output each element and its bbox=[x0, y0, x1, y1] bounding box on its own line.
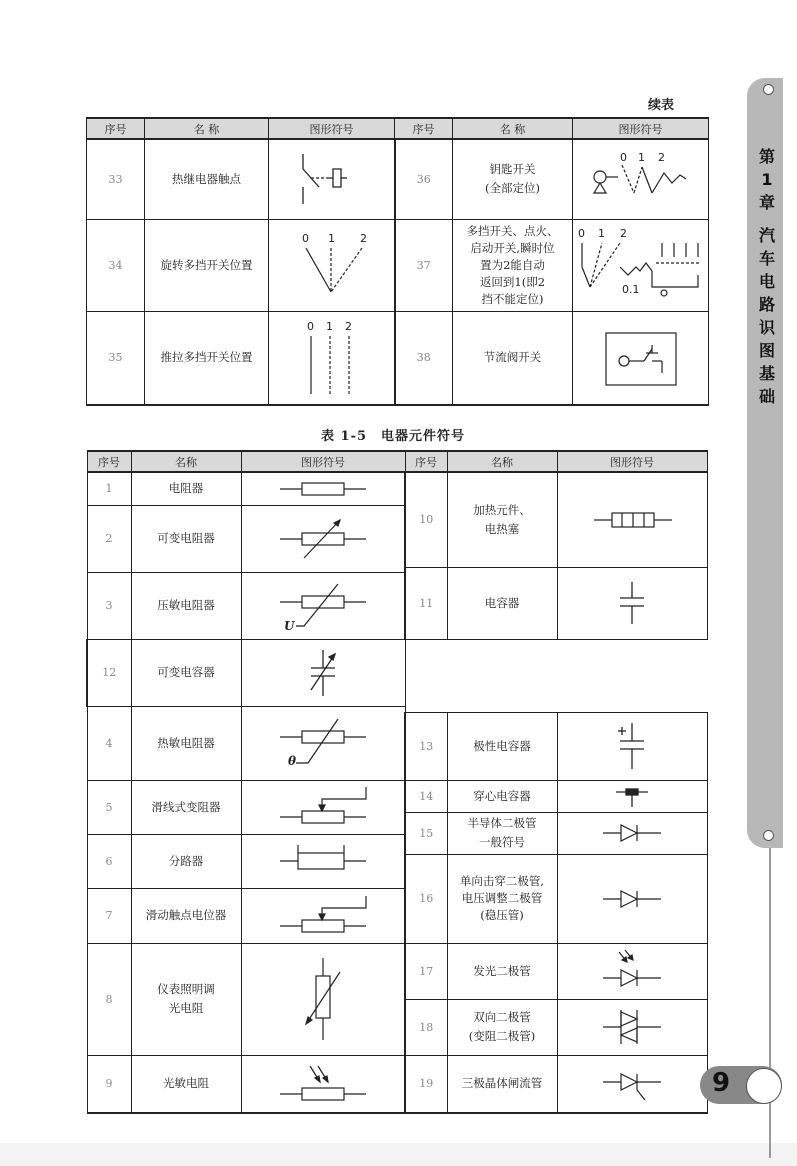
row-number: 10 bbox=[405, 472, 447, 567]
symbol-cell bbox=[241, 505, 405, 572]
thermal-relay-contact-icon bbox=[291, 149, 371, 209]
symbol-table-continued bbox=[86, 117, 709, 406]
row-number: 17 bbox=[405, 943, 447, 999]
header-symbol: 图形符号 bbox=[573, 118, 709, 139]
feedthrough-capacitor-icon bbox=[610, 783, 654, 809]
symbol-cell bbox=[557, 854, 707, 943]
header-no: 序号 bbox=[87, 118, 145, 139]
header-name: 名 称 bbox=[145, 118, 269, 139]
shunt-icon bbox=[268, 841, 378, 881]
row-number: 7 bbox=[87, 888, 131, 943]
table-row bbox=[87, 639, 707, 706]
header-symbol: 图形符号 bbox=[269, 118, 395, 139]
row-name-line: 挡不能定位) bbox=[481, 291, 544, 306]
symbol-cell bbox=[557, 999, 707, 1055]
table-row bbox=[87, 139, 709, 219]
row-number: 1 bbox=[87, 472, 131, 505]
symbol-cell bbox=[557, 472, 707, 567]
pos-label: 0 bbox=[577, 227, 585, 240]
chapter-char: 1 bbox=[761, 170, 773, 189]
variable-capacitor-icon bbox=[301, 646, 345, 700]
row-name: 极性电容器 bbox=[447, 712, 557, 780]
row-name-line: 多挡开关、点火、 bbox=[466, 223, 559, 238]
row-number: 35 bbox=[87, 311, 145, 405]
symbol-cell bbox=[557, 780, 707, 812]
header-symbol: 图形符号 bbox=[557, 451, 707, 472]
polarized-capacitor-icon bbox=[610, 719, 654, 773]
header-no: 序号 bbox=[395, 118, 453, 139]
push-pull-switch-position-icon bbox=[291, 318, 371, 398]
row-number: 33 bbox=[87, 139, 145, 219]
row-name: 三极晶体闸流管 bbox=[447, 1055, 557, 1113]
symbol-cell bbox=[557, 567, 707, 639]
table-row bbox=[87, 472, 707, 505]
tab-hole-top bbox=[763, 84, 774, 95]
pos-label: 1 bbox=[326, 319, 334, 333]
symbol-label: U bbox=[283, 618, 295, 633]
row-number: 12 bbox=[87, 639, 131, 706]
header-no: 序号 bbox=[405, 451, 447, 472]
row-name: 节流阀开关 bbox=[453, 311, 573, 405]
thermistor-icon bbox=[268, 715, 378, 771]
row-name-line: 返回到1(即2 bbox=[479, 274, 546, 289]
key-switch-icon bbox=[586, 149, 696, 209]
symbol-cell bbox=[241, 572, 405, 639]
row-name bbox=[447, 812, 557, 854]
chapter-char: 第 bbox=[758, 147, 775, 166]
row-name: 分路器 bbox=[131, 834, 241, 888]
thyristor-icon bbox=[597, 1066, 667, 1102]
row-number: 19 bbox=[405, 1055, 447, 1113]
pos-label: 2 bbox=[360, 232, 368, 245]
page-number-circle bbox=[746, 1068, 782, 1104]
row-name-line: 仪表照明调 bbox=[157, 982, 215, 996]
chapter-char: 基 bbox=[758, 364, 775, 383]
pos-label: 2 bbox=[345, 319, 353, 333]
row-name-line: 电热塞 bbox=[484, 521, 520, 536]
header-no: 序号 bbox=[87, 451, 131, 472]
resistor-icon bbox=[268, 479, 378, 499]
symbol-cell bbox=[241, 472, 405, 505]
table-row bbox=[87, 943, 707, 999]
chapter-char: 路 bbox=[758, 295, 775, 314]
symbol-cell bbox=[241, 943, 405, 1055]
row-name-line: 启动开关,瞬时位 bbox=[470, 240, 555, 255]
table-row bbox=[87, 311, 709, 405]
page-bottom-band bbox=[0, 1143, 797, 1166]
pos-label: 0 bbox=[307, 319, 315, 333]
symbol-cell bbox=[269, 139, 395, 219]
continued-label: 续表 bbox=[648, 98, 675, 113]
slide-wire-rheostat-icon bbox=[268, 785, 378, 829]
row-name-line: 半导体二极管 bbox=[467, 816, 537, 830]
row-name: 电容器 bbox=[447, 567, 557, 639]
row-name-line: 一般符号 bbox=[479, 835, 525, 849]
symbol-cell bbox=[557, 943, 707, 999]
row-name: 穿心电容器 bbox=[447, 780, 557, 812]
row-number: 37 bbox=[395, 219, 453, 311]
pos-label: 1 bbox=[637, 151, 645, 165]
row-name bbox=[453, 219, 573, 311]
row-name-line: 电压调整二极管 bbox=[461, 891, 543, 905]
header-name: 名称 bbox=[447, 451, 557, 472]
row-number: 3 bbox=[87, 572, 131, 639]
symbol-cell bbox=[557, 1055, 707, 1113]
header-symbol: 图形符号 bbox=[241, 451, 405, 472]
chapter-title-vertical bbox=[754, 145, 780, 408]
light-emitting-diode-icon bbox=[597, 948, 667, 994]
symbol-cell bbox=[241, 780, 405, 834]
row-name: 热敏电阻器 bbox=[131, 706, 241, 780]
row-name-line: 加热元件、 bbox=[473, 502, 531, 517]
row-name: 压敏电阻器 bbox=[131, 572, 241, 639]
row-name: 可变电容器 bbox=[131, 639, 241, 706]
chapter-char: 识 bbox=[758, 318, 775, 337]
table-row bbox=[87, 780, 707, 812]
tab-hole-bottom bbox=[763, 830, 774, 841]
chapter-char: 章 bbox=[758, 193, 775, 212]
row-number: 36 bbox=[395, 139, 453, 219]
row-name-line: 单向击穿二极管, bbox=[459, 874, 545, 888]
symbol-cell bbox=[573, 311, 709, 405]
chapter-char: 图 bbox=[758, 341, 775, 360]
row-number: 8 bbox=[87, 943, 131, 1055]
pos-label: 0 bbox=[302, 232, 310, 245]
row-number: 2 bbox=[87, 505, 131, 572]
row-number: 15 bbox=[405, 812, 447, 854]
row-name bbox=[447, 472, 557, 567]
symbol-cell bbox=[557, 712, 707, 780]
row-number: 14 bbox=[405, 780, 447, 812]
sliding-contact-potentiometer-icon bbox=[268, 894, 378, 938]
pos-label: 2 bbox=[657, 151, 665, 165]
diode-icon bbox=[597, 820, 667, 846]
variable-resistor-icon bbox=[268, 514, 378, 564]
row-name-line: 双向二极管 bbox=[473, 1010, 531, 1024]
rotary-switch-position-icon bbox=[286, 230, 376, 300]
bidirectional-diode-icon bbox=[597, 1006, 667, 1048]
table-row bbox=[87, 1055, 707, 1113]
chapter-char: 础 bbox=[758, 387, 775, 406]
row-number: 5 bbox=[87, 780, 131, 834]
row-name: 热继电器触点 bbox=[145, 139, 269, 219]
row-name bbox=[131, 943, 241, 1055]
pos-label: 0 bbox=[619, 151, 627, 165]
row-name-line: 钥匙开关 bbox=[489, 162, 536, 177]
photoresistor-icon bbox=[268, 1062, 378, 1106]
row-name bbox=[453, 139, 573, 219]
side-divider-line bbox=[769, 848, 771, 1158]
row-name: 可变电阻器 bbox=[131, 505, 241, 572]
throttle-valve-switch-icon bbox=[596, 323, 686, 393]
symbol-cell bbox=[573, 139, 709, 219]
varistor-icon bbox=[268, 578, 378, 634]
row-number: 38 bbox=[395, 311, 453, 405]
chapter-char: 车 bbox=[758, 249, 775, 268]
heating-element-icon bbox=[582, 508, 682, 532]
row-name: 滑动触点电位器 bbox=[131, 888, 241, 943]
row-name-line: (全部定位) bbox=[485, 181, 540, 196]
table-title: 表 1-5 电器元件符号 bbox=[321, 429, 466, 444]
row-name bbox=[447, 999, 557, 1055]
symbol-cell bbox=[241, 639, 405, 706]
row-name: 推拉多挡开关位置 bbox=[145, 311, 269, 405]
table-header-row bbox=[87, 451, 707, 472]
row-number: 4 bbox=[87, 706, 131, 780]
row-name: 发光二极管 bbox=[447, 943, 557, 999]
symbol-cell bbox=[557, 812, 707, 854]
pos-label: 2 bbox=[619, 227, 627, 240]
row-name-line: 光电阻 bbox=[168, 1001, 204, 1015]
pos-label: 0.1 bbox=[621, 283, 639, 296]
row-name-line: (变阻二极管) bbox=[468, 1029, 536, 1043]
row-number: 13 bbox=[405, 712, 447, 780]
row-number: 11 bbox=[405, 567, 447, 639]
symbol-cell bbox=[573, 219, 709, 311]
row-name-line: (稳压管) bbox=[480, 908, 524, 922]
pos-label: 1 bbox=[328, 232, 336, 245]
row-name: 电阻器 bbox=[131, 472, 241, 505]
row-name: 旋转多挡开关位置 bbox=[145, 219, 269, 311]
row-name-line: 置为2能自动 bbox=[480, 257, 545, 272]
row-number: 9 bbox=[87, 1055, 131, 1113]
symbol-cell bbox=[241, 834, 405, 888]
symbol-cell bbox=[241, 706, 405, 780]
table-header-row bbox=[87, 118, 709, 139]
chapter-char: 电 bbox=[758, 272, 775, 291]
electrical-component-symbol-table bbox=[86, 450, 708, 1114]
row-name bbox=[447, 854, 557, 943]
symbol-cell bbox=[269, 219, 395, 311]
symbol-cell bbox=[241, 888, 405, 943]
symbol-cell bbox=[269, 311, 395, 405]
row-number: 16 bbox=[405, 854, 447, 943]
row-name: 光敏电阻 bbox=[131, 1055, 241, 1113]
symbol-label: θ bbox=[287, 754, 296, 768]
multi-position-ignition-switch-icon bbox=[576, 223, 706, 307]
chapter-char: 汽 bbox=[758, 226, 775, 245]
row-number: 34 bbox=[87, 219, 145, 311]
dimmer-resistor-icon bbox=[288, 954, 358, 1044]
table-row bbox=[87, 219, 709, 311]
row-number: 18 bbox=[405, 999, 447, 1055]
capacitor-icon bbox=[612, 578, 652, 628]
symbol-cell bbox=[241, 1055, 405, 1113]
header-name: 名称 bbox=[131, 451, 241, 472]
page-number: 9 bbox=[712, 1068, 731, 1098]
row-name: 滑线式变阻器 bbox=[131, 780, 241, 834]
row-number: 6 bbox=[87, 834, 131, 888]
pos-label: 1 bbox=[597, 227, 605, 240]
zener-diode-icon bbox=[597, 886, 667, 912]
header-name: 名 称 bbox=[453, 118, 573, 139]
